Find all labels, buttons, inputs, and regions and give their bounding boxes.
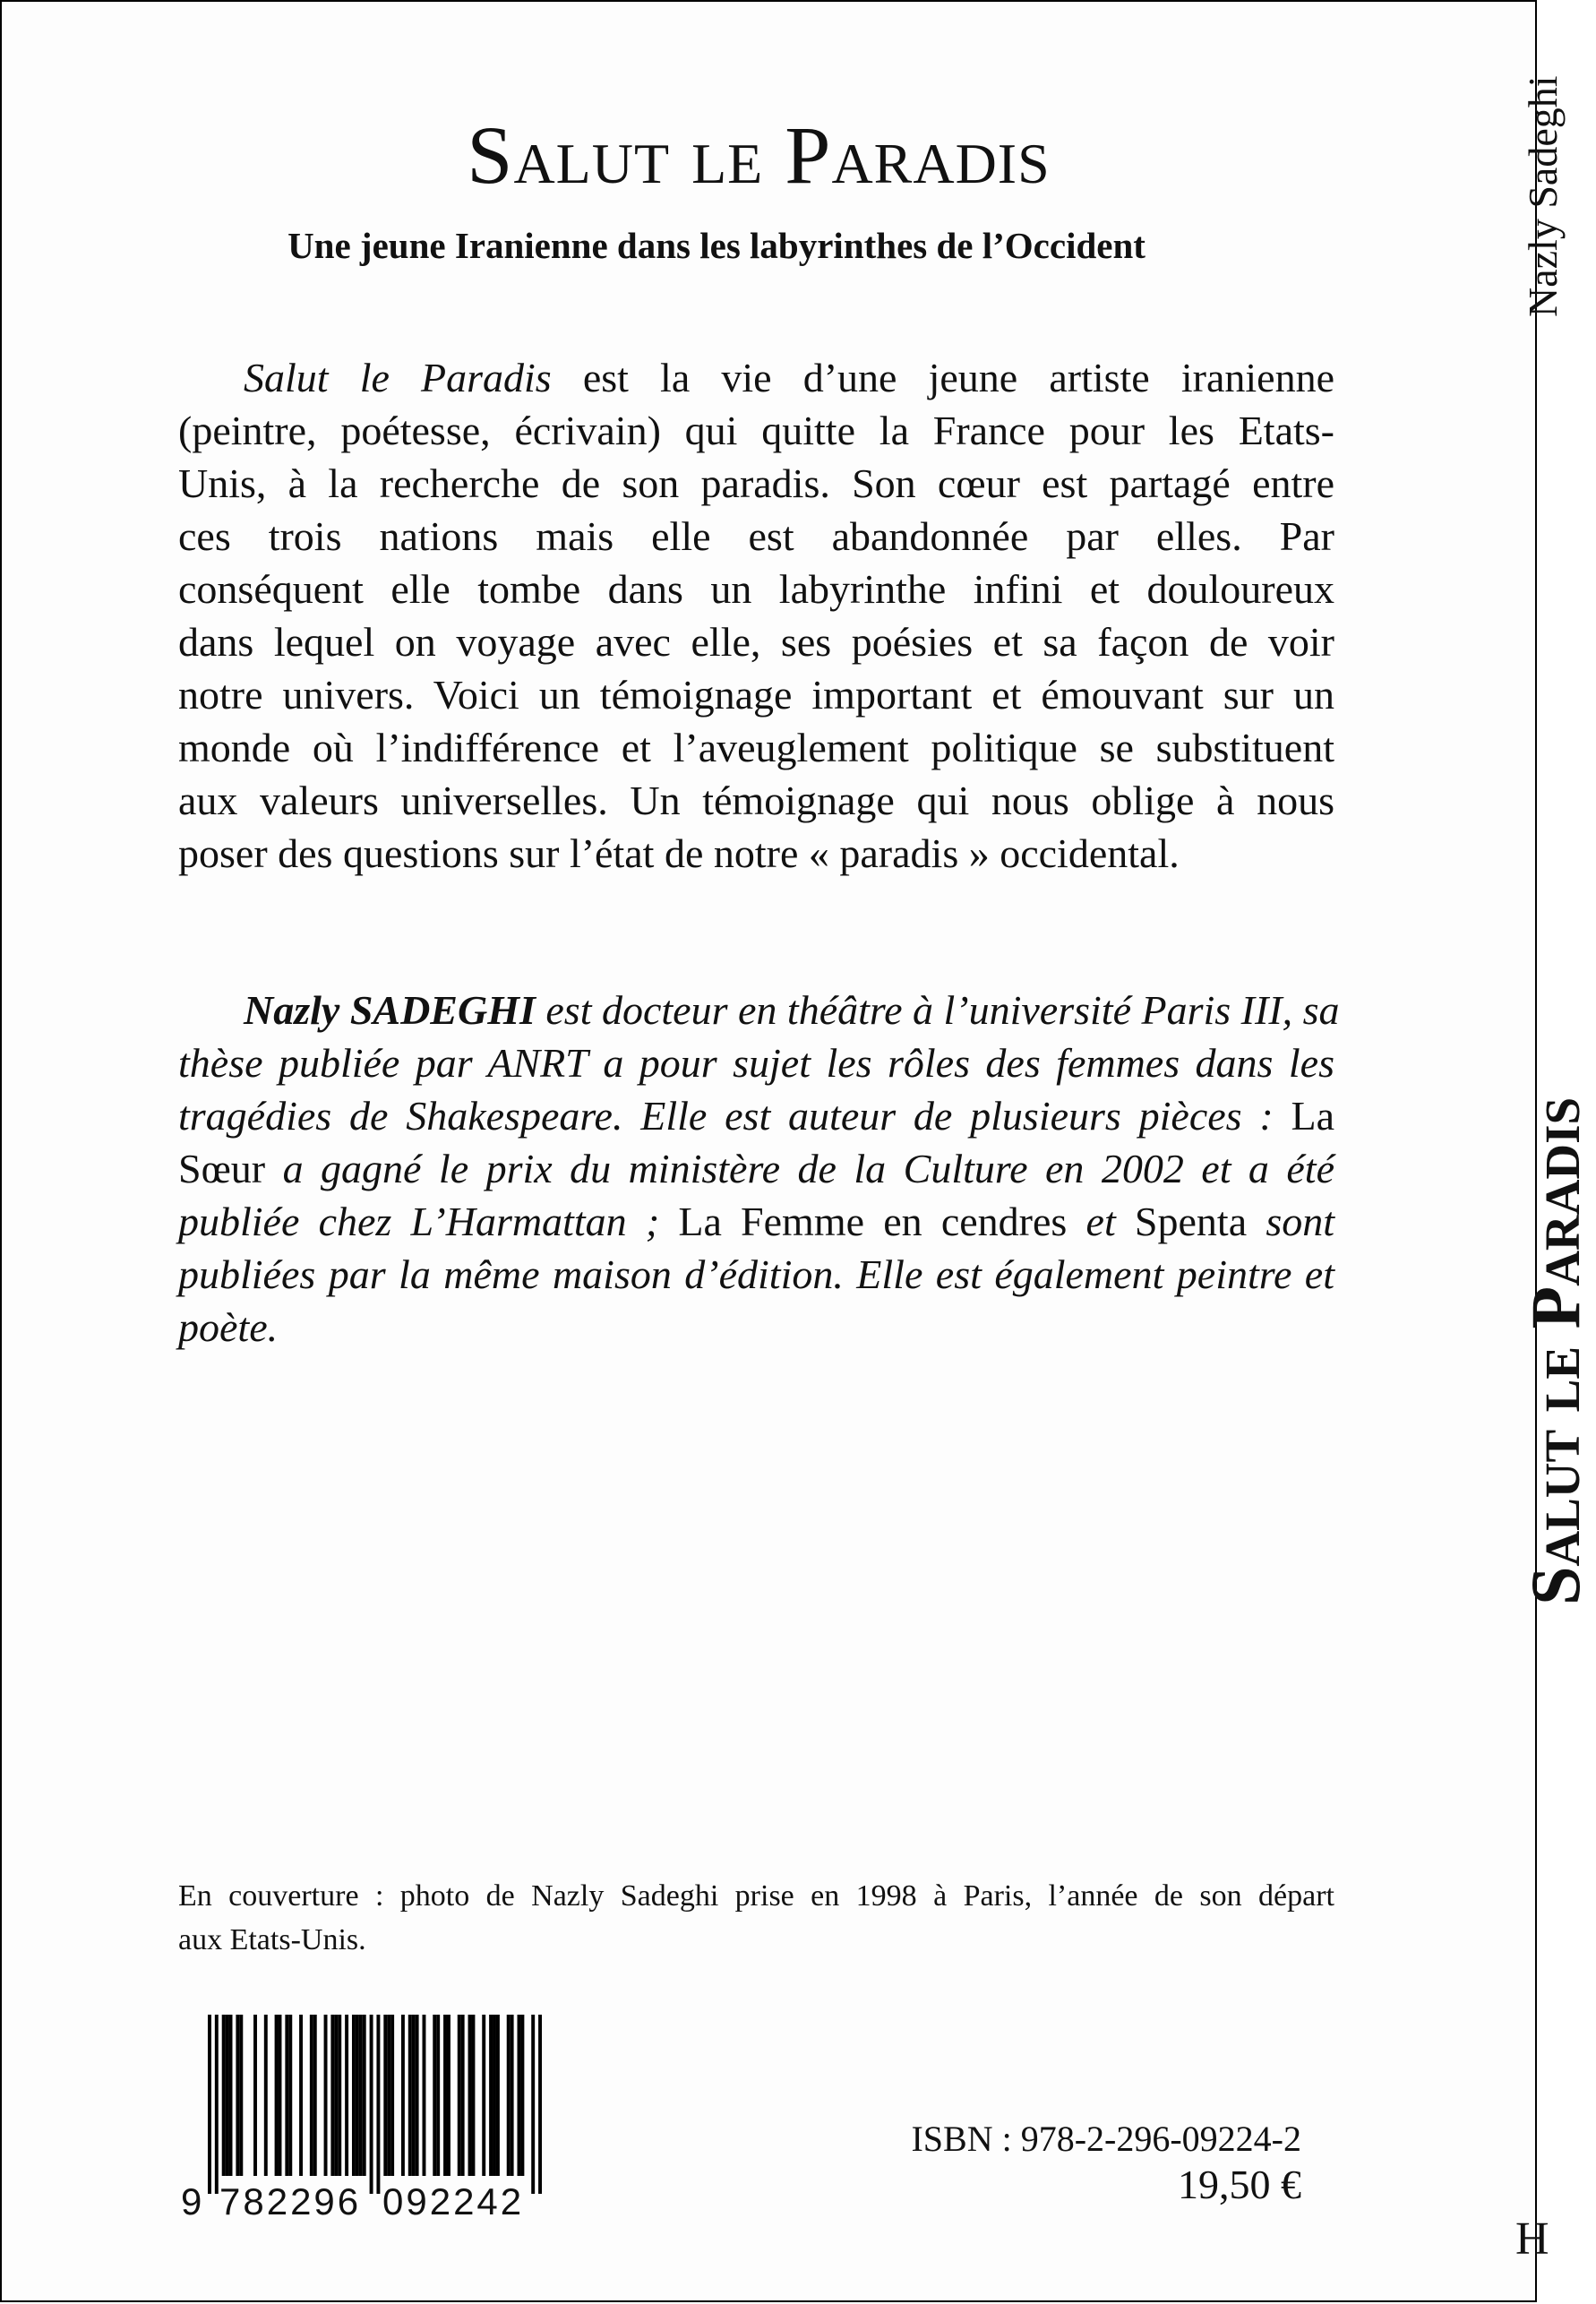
barcode-bar	[493, 2015, 496, 2176]
barcode-bar	[443, 2015, 447, 2176]
barcode-bar	[489, 2015, 493, 2176]
barcode-bar	[324, 2015, 328, 2176]
barcode-bar	[423, 2015, 426, 2176]
barcode-bar	[387, 2015, 390, 2176]
text-segment: est docteur en théâtre à l’université Paris III, sa	[535, 987, 1340, 1033]
barcode-bar	[511, 2015, 514, 2176]
text-segment: aux valeurs universelles. Un témoignage qui nous oblige à nous	[178, 778, 1334, 823]
price: 19,50 €	[1178, 2162, 1301, 2207]
book-title: Salut le Paradis	[467, 109, 1051, 201]
text-segment: monde où l’indifférence et l’aveuglement politique se substituent	[178, 725, 1334, 770]
barcode-bar	[313, 2015, 317, 2176]
isbn-barcode	[2, 2, 1539, 2304]
barcode-bar	[482, 2015, 485, 2176]
text-segment: conséquent elle tombe dans un labyrinthe infini et douloureux	[178, 566, 1334, 612]
text-segment: sont	[1247, 1199, 1335, 1244]
text-segment: Spenta	[1134, 1199, 1248, 1244]
barcode-guard-bar	[376, 2015, 380, 2194]
barcode-bar	[518, 2015, 521, 2176]
text-segment: publiées par la même maison d’édition. Elle est également peintre et	[178, 1251, 1334, 1297]
caption-line: En couverture : photo de Nazly Sadeghi prise en 1998 à Paris, l’année de son départ	[178, 1879, 1334, 1913]
barcode-digits-right: 092242	[382, 2180, 525, 2222]
caption-line: aux Etats-Unis.	[178, 1923, 366, 1956]
text-segment: tragédies de Shakespeare. Elle est auteur de plusieurs pièces :	[178, 1093, 1291, 1139]
publisher-logo-initial: H	[1515, 2214, 1549, 2265]
barcode-bar	[239, 2015, 243, 2176]
barcode-bar	[461, 2015, 465, 2176]
barcode-bar	[334, 2015, 338, 2176]
barcode-bar	[229, 2015, 233, 2176]
barcode-bar	[275, 2015, 279, 2176]
barcode-bar	[383, 2015, 387, 2176]
text-segment: est la vie d’une jeune artiste iranienne	[551, 355, 1334, 400]
barcode-bar	[471, 2015, 475, 2176]
barcode-bar	[412, 2015, 416, 2176]
text-segment: Sœur	[178, 1146, 266, 1191]
barcode-guard-bar	[370, 2015, 373, 2194]
barcode-bar	[468, 2015, 472, 2176]
barcode-bar	[338, 2015, 341, 2176]
barcode-guard-bar	[531, 2015, 535, 2194]
text-segment: dans lequel on voyage avec elle, ses poésies et sa façon de voir	[178, 619, 1334, 665]
barcode-bar	[520, 2015, 524, 2176]
text-segment: La Femme en cendres	[678, 1199, 1068, 1244]
barcode-bar	[447, 2015, 450, 2176]
barcode-bar	[496, 2015, 500, 2176]
text-segment: La	[1291, 1093, 1334, 1139]
barcode-bar	[359, 2015, 363, 2176]
text-segment: publiée chez L’Harmattan ;	[178, 1199, 679, 1244]
barcode-bar	[433, 2015, 436, 2176]
barcode-bar	[507, 2015, 511, 2176]
barcode-bar	[345, 2015, 348, 2176]
barcode-bar	[356, 2015, 359, 2176]
barcode-bar	[458, 2015, 461, 2176]
barcode-bar	[436, 2015, 440, 2176]
barcode-bar	[236, 2015, 239, 2176]
text-segment: ces trois nations mais elle est abandonnée par elles. Par	[178, 513, 1334, 559]
spine-title: Salut le Paradis	[1516, 1096, 1594, 1605]
text-segment: et	[1067, 1199, 1135, 1244]
text-segment: Unis, à la recherche de son paradis. Son cœur est partagé entre	[178, 460, 1334, 506]
barcode-bar	[264, 2015, 268, 2176]
isbn-number: ISBN : 978-2-296-09224-2	[911, 2119, 1301, 2159]
barcode-bar	[401, 2015, 405, 2176]
barcode-bar	[288, 2015, 292, 2176]
barcode-bar	[285, 2015, 288, 2176]
barcode-digits-left: 782296	[219, 2180, 362, 2222]
text-segment: Salut le Paradis	[244, 355, 552, 400]
text-segment: thèse publiée par ANRT a pour sujet les rôles des femmes dans les	[178, 1040, 1334, 1086]
spine-author: Nazly Sadeghi	[1520, 75, 1566, 317]
barcode-guard-bar	[538, 2015, 542, 2194]
barcode-bar	[330, 2015, 334, 2176]
barcode-digit-first: 9	[181, 2180, 205, 2222]
barcode-bar	[352, 2015, 356, 2176]
barcode-guard-bar	[215, 2015, 219, 2194]
barcode-bar	[310, 2015, 313, 2176]
barcode-bar	[279, 2015, 282, 2176]
barcode-bar	[408, 2015, 412, 2176]
barcode-guard-bar	[208, 2015, 211, 2194]
barcode-bar	[416, 2015, 419, 2176]
barcode-bar	[222, 2015, 226, 2176]
text-segment: poète.	[178, 1304, 279, 1350]
text-segment: a gagné le prix du ministère de la Culture en 2002 et a été	[265, 1146, 1334, 1191]
text-segment: (peintre, poétesse, écrivain) qui quitte la France pour les Etats-	[178, 408, 1334, 453]
barcode-bar	[390, 2015, 394, 2176]
book-subtitle: Une jeune Iranienne dans les labyrinthes de l’Occident	[287, 225, 1146, 266]
text-segment: Nazly SADEGHI	[244, 987, 536, 1033]
text-segment: notre univers. Voici un témoignage important et émouvant sur un	[178, 672, 1334, 718]
text-segment: poser des questions sur l’état de notre « paradis » occidental.	[178, 830, 1180, 876]
barcode-bar	[226, 2015, 229, 2176]
barcode-bar	[363, 2015, 366, 2176]
barcode-bar	[253, 2015, 257, 2176]
barcode-bar	[299, 2015, 303, 2176]
